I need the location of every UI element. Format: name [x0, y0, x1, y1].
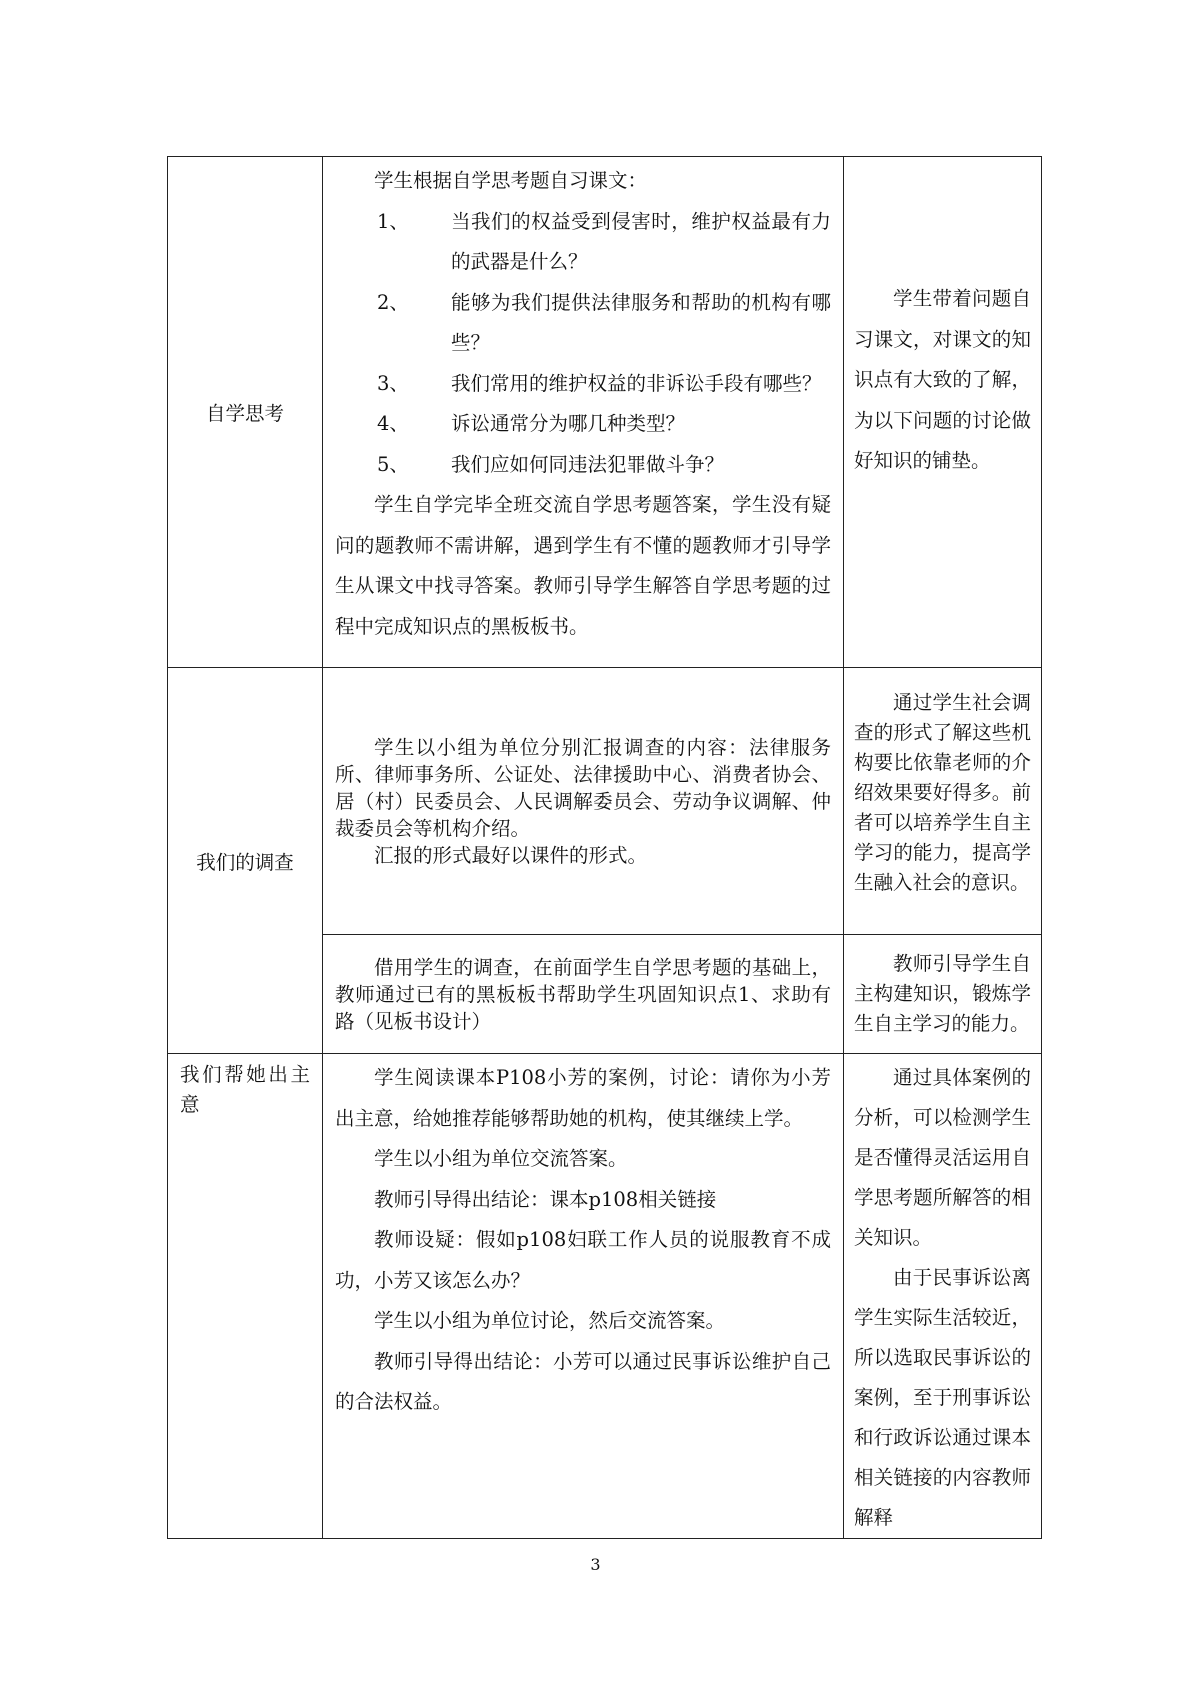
question-item	[335, 364, 831, 405]
question-number: 2、	[377, 290, 409, 314]
survey-consolidation-text: 借用学生的调查，在前面学生自学思考题的基础上，教师通过已有的黑板板书帮助学生巩固知识点1、求助有路（见板书设计）	[335, 955, 831, 1033]
case-paragraph: 学生以小组为单位交流答案。	[374, 1147, 628, 1170]
case-paragraph: 教师引导得出结论：课本p108相关链接	[374, 1187, 717, 1211]
content-cell	[323, 935, 844, 1054]
question-item	[335, 404, 831, 445]
question-text: 当我们的权益受到侵害时，维护权益最有力的武器是什么？	[451, 209, 831, 273]
table-row	[168, 157, 1042, 668]
stage-cell	[168, 668, 323, 1054]
case-paragraph: 学生阅读课本P108小芳的案例，讨论：请你为小芳出主意，给她推荐能够帮助她的机构，使其继续上学。	[335, 1066, 831, 1130]
question-number: 3、	[377, 371, 409, 395]
design-note: 教师引导学生自主构建知识，锻炼学生自主学习的能力。	[854, 952, 1031, 1035]
stage-cell	[168, 1054, 323, 1539]
question-text: 我们应如何同违法犯罪做斗争？	[451, 452, 725, 476]
case-paragraph: 教师设疑：假如p108妇联工作人员的说服教育不成功，小芳又该怎么办？	[335, 1228, 831, 1292]
note-cell	[844, 1054, 1042, 1539]
stage-label-help-her: 我们帮她出主意	[180, 1063, 310, 1116]
lesson-plan-table	[167, 156, 1042, 1539]
note-cell	[844, 668, 1042, 935]
design-note: 由于民事诉讼离学生实际生活较近，所以选取民事诉讼的案例，至于刑事诉讼和行政诉讼通过课本相关链接的内容教师解释	[854, 1266, 1031, 1529]
note-cell	[844, 935, 1042, 1054]
question-number: 5、	[377, 452, 409, 476]
question-text: 能够为我们提供法律服务和帮助的机构有哪些？	[451, 290, 831, 354]
stage-cell	[168, 157, 323, 668]
note-cell	[844, 157, 1042, 668]
content-cell	[323, 157, 844, 668]
content-cell	[323, 668, 844, 935]
survey-report-text: 学生以小组为单位分别汇报调查的内容：法律服务所、律师事务所、公证处、法律援助中心、消费者协会、居（村）民委员会、人民调解委员会、劳动争议调解、仲裁委员会等机构介绍。	[335, 735, 831, 840]
table-row	[168, 1054, 1042, 1539]
question-item	[335, 202, 831, 283]
page-number: 3	[590, 1555, 601, 1574]
question-number: 1、	[377, 209, 409, 233]
question-number: 4、	[377, 412, 409, 435]
content-cell	[323, 1054, 844, 1539]
design-note: 通过具体案例的分析，可以检测学生是否懂得灵活运用自学思考题所解答的相关知识。	[854, 1066, 1031, 1249]
self-study-closing: 学生自学完毕全班交流自学思考题答案，学生没有疑问的题教师不需讲解，遇到学生有不懂的题教师才引导学生从课文中找寻答案。教师引导学生解答自学思考题的过程中完成知识点的黑板板书。	[335, 493, 831, 638]
stage-label-self-study: 自学思考	[205, 402, 284, 425]
design-note: 通过学生社会调查的形式了解这些机构要比依靠老师的介绍效果要好得多。前者可以培养学生自主学习的能力，提高学生融入社会的意识。	[854, 691, 1031, 894]
stage-label-survey: 我们的调查	[196, 850, 294, 874]
self-study-intro: 学生根据自学思考题自习课文：	[374, 169, 648, 192]
design-note: 学生带着问题自习课文，对课文的知识点有大致的了解，为以下问题的讨论做好知识的铺垫。	[854, 287, 1031, 472]
case-paragraph: 学生以小组为单位讨论，然后交流答案。	[374, 1309, 726, 1332]
question-text: 我们常用的维护权益的非诉讼手段有哪些？	[451, 371, 822, 395]
question-text: 诉讼通常分为哪几种类型？	[451, 412, 686, 435]
question-item	[335, 445, 831, 486]
case-paragraph: 教师引导得出结论：小芳可以通过民事诉讼维护自己的合法权益。	[335, 1349, 831, 1413]
survey-format-text: 汇报的形式最好以课件的形式。	[374, 843, 648, 867]
question-item	[335, 283, 831, 364]
table-row	[168, 668, 1042, 935]
